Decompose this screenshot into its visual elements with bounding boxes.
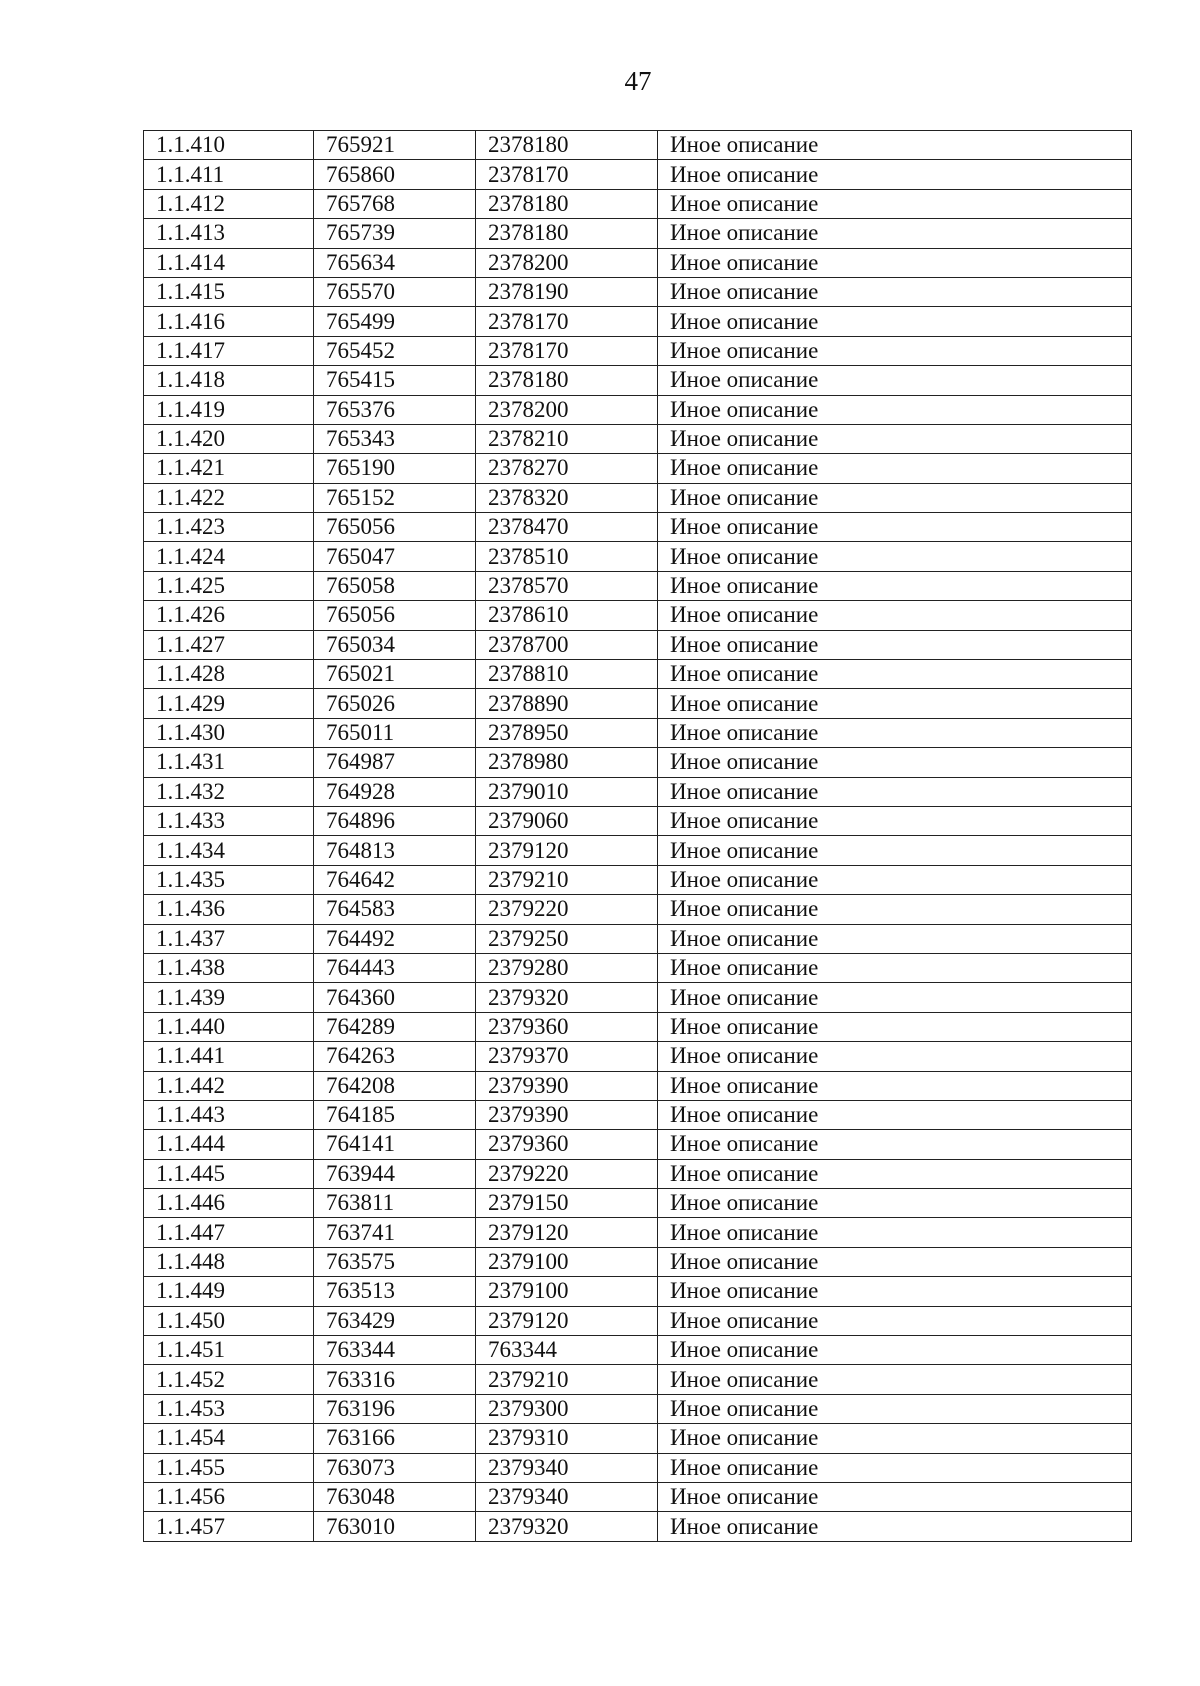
description-cell: Иное описание	[658, 131, 1132, 160]
point-number-cell: 1.1.447	[144, 1218, 314, 1247]
description-cell: Иное описание	[658, 1159, 1132, 1188]
point-number-cell: 1.1.429	[144, 689, 314, 718]
table-row	[144, 542, 1132, 571]
x-coordinate-cell: 764642	[314, 865, 476, 894]
point-number-cell: 1.1.442	[144, 1071, 314, 1100]
x-coordinate-cell: 765056	[314, 601, 476, 630]
table-row	[144, 395, 1132, 424]
description-cell: Иное описание	[658, 336, 1132, 365]
point-number-cell: 1.1.448	[144, 1247, 314, 1276]
point-number-cell: 1.1.428	[144, 660, 314, 689]
y-coordinate-cell: 2378610	[476, 601, 658, 630]
x-coordinate-cell: 765499	[314, 307, 476, 336]
description-cell: Иное описание	[658, 601, 1132, 630]
point-number-cell: 1.1.440	[144, 1012, 314, 1041]
point-number-cell: 1.1.418	[144, 366, 314, 395]
x-coordinate-cell: 763316	[314, 1365, 476, 1394]
point-number-cell: 1.1.423	[144, 513, 314, 542]
table-row	[144, 1365, 1132, 1394]
point-number-cell: 1.1.434	[144, 836, 314, 865]
description-cell: Иное описание	[658, 1042, 1132, 1071]
table-row	[144, 924, 1132, 953]
y-coordinate-cell: 2379100	[476, 1247, 658, 1276]
point-number-cell: 1.1.439	[144, 983, 314, 1012]
y-coordinate-cell: 2379150	[476, 1189, 658, 1218]
x-coordinate-cell: 763944	[314, 1159, 476, 1188]
y-coordinate-cell: 2378320	[476, 483, 658, 512]
table-row	[144, 1071, 1132, 1100]
x-coordinate-cell: 764185	[314, 1100, 476, 1129]
table-row	[144, 424, 1132, 453]
y-coordinate-cell: 2379360	[476, 1130, 658, 1159]
x-coordinate-cell: 765152	[314, 483, 476, 512]
y-coordinate-cell: 2379310	[476, 1424, 658, 1453]
table-row	[144, 1042, 1132, 1071]
y-coordinate-cell: 2379100	[476, 1277, 658, 1306]
point-number-cell: 1.1.454	[144, 1424, 314, 1453]
x-coordinate-cell: 763513	[314, 1277, 476, 1306]
description-cell: Иное описание	[658, 1365, 1132, 1394]
description-cell: Иное описание	[658, 1453, 1132, 1482]
table-row	[144, 1277, 1132, 1306]
table-row	[144, 189, 1132, 218]
point-number-cell: 1.1.412	[144, 189, 314, 218]
table-row	[144, 131, 1132, 160]
point-number-cell: 1.1.411	[144, 160, 314, 189]
description-cell: Иное описание	[658, 1100, 1132, 1129]
point-number-cell: 1.1.457	[144, 1512, 314, 1541]
y-coordinate-cell: 2379300	[476, 1394, 658, 1423]
x-coordinate-cell: 765570	[314, 277, 476, 306]
x-coordinate-cell: 763344	[314, 1336, 476, 1365]
point-number-cell: 1.1.414	[144, 248, 314, 277]
table-row	[144, 689, 1132, 718]
x-coordinate-cell: 763196	[314, 1394, 476, 1423]
description-cell: Иное описание	[658, 1512, 1132, 1541]
description-cell: Иное описание	[658, 748, 1132, 777]
point-number-cell: 1.1.449	[144, 1277, 314, 1306]
point-number-cell: 1.1.431	[144, 748, 314, 777]
description-cell: Иное описание	[658, 1277, 1132, 1306]
x-coordinate-cell: 765634	[314, 248, 476, 277]
y-coordinate-cell: 2379320	[476, 983, 658, 1012]
point-number-cell: 1.1.453	[144, 1394, 314, 1423]
x-coordinate-cell: 765034	[314, 630, 476, 659]
description-cell: Иное описание	[658, 1424, 1132, 1453]
table-row	[144, 454, 1132, 483]
y-coordinate-cell: 2379280	[476, 953, 658, 982]
x-coordinate-cell: 765768	[314, 189, 476, 218]
x-coordinate-cell: 765739	[314, 219, 476, 248]
point-number-cell: 1.1.425	[144, 571, 314, 600]
description-cell: Иное описание	[658, 366, 1132, 395]
point-number-cell: 1.1.450	[144, 1306, 314, 1335]
point-number-cell: 1.1.444	[144, 1130, 314, 1159]
point-number-cell: 1.1.427	[144, 630, 314, 659]
x-coordinate-cell: 765047	[314, 542, 476, 571]
point-number-cell: 1.1.436	[144, 895, 314, 924]
y-coordinate-cell: 2378170	[476, 336, 658, 365]
x-coordinate-cell: 765058	[314, 571, 476, 600]
point-number-cell: 1.1.445	[144, 1159, 314, 1188]
point-number-cell: 1.1.417	[144, 336, 314, 365]
table-body	[144, 131, 1132, 1542]
y-coordinate-cell: 2379010	[476, 777, 658, 806]
description-cell: Иное описание	[658, 953, 1132, 982]
y-coordinate-cell: 2378810	[476, 660, 658, 689]
x-coordinate-cell: 763575	[314, 1247, 476, 1276]
description-cell: Иное описание	[658, 630, 1132, 659]
x-coordinate-cell: 763073	[314, 1453, 476, 1482]
description-cell: Иное описание	[658, 1012, 1132, 1041]
x-coordinate-cell: 764263	[314, 1042, 476, 1071]
x-coordinate-cell: 765376	[314, 395, 476, 424]
description-cell: Иное описание	[658, 248, 1132, 277]
table-row	[144, 1189, 1132, 1218]
x-coordinate-cell: 764492	[314, 924, 476, 953]
y-coordinate-cell: 2378470	[476, 513, 658, 542]
table-row	[144, 483, 1132, 512]
x-coordinate-cell: 763010	[314, 1512, 476, 1541]
table-row	[144, 307, 1132, 336]
y-coordinate-cell: 2378170	[476, 307, 658, 336]
y-coordinate-cell: 2379120	[476, 1306, 658, 1335]
y-coordinate-cell: 2378190	[476, 277, 658, 306]
x-coordinate-cell: 765056	[314, 513, 476, 542]
description-cell: Иное описание	[658, 689, 1132, 718]
x-coordinate-cell: 765415	[314, 366, 476, 395]
point-number-cell: 1.1.441	[144, 1042, 314, 1071]
point-number-cell: 1.1.433	[144, 806, 314, 835]
point-number-cell: 1.1.410	[144, 131, 314, 160]
table-row	[144, 836, 1132, 865]
x-coordinate-cell: 765860	[314, 160, 476, 189]
point-number-cell: 1.1.456	[144, 1482, 314, 1511]
x-coordinate-cell: 764928	[314, 777, 476, 806]
x-coordinate-cell: 763166	[314, 1424, 476, 1453]
table-row	[144, 895, 1132, 924]
y-coordinate-cell: 2379120	[476, 836, 658, 865]
table-row	[144, 660, 1132, 689]
description-cell: Иное описание	[658, 983, 1132, 1012]
description-cell: Иное описание	[658, 895, 1132, 924]
table-row	[144, 1512, 1132, 1541]
x-coordinate-cell: 765190	[314, 454, 476, 483]
table-row	[144, 248, 1132, 277]
y-coordinate-cell: 2378200	[476, 248, 658, 277]
x-coordinate-cell: 764208	[314, 1071, 476, 1100]
point-number-cell: 1.1.421	[144, 454, 314, 483]
description-cell: Иное описание	[658, 277, 1132, 306]
table-row	[144, 160, 1132, 189]
description-cell: Иное описание	[658, 1071, 1132, 1100]
y-coordinate-cell: 2379360	[476, 1012, 658, 1041]
description-cell: Иное описание	[658, 1247, 1132, 1276]
description-cell: Иное описание	[658, 1306, 1132, 1335]
description-cell: Иное описание	[658, 836, 1132, 865]
point-number-cell: 1.1.430	[144, 718, 314, 747]
table-row	[144, 1159, 1132, 1188]
y-coordinate-cell: 2378210	[476, 424, 658, 453]
x-coordinate-cell: 764360	[314, 983, 476, 1012]
point-number-cell: 1.1.438	[144, 953, 314, 982]
point-number-cell: 1.1.437	[144, 924, 314, 953]
x-coordinate-cell: 764813	[314, 836, 476, 865]
x-coordinate-cell: 765021	[314, 660, 476, 689]
table-row	[144, 1247, 1132, 1276]
description-cell: Иное описание	[658, 1130, 1132, 1159]
point-number-cell: 1.1.432	[144, 777, 314, 806]
description-cell: Иное описание	[658, 777, 1132, 806]
table-row	[144, 718, 1132, 747]
table-row	[144, 601, 1132, 630]
y-coordinate-cell: 2379390	[476, 1071, 658, 1100]
point-number-cell: 1.1.435	[144, 865, 314, 894]
description-cell: Иное описание	[658, 219, 1132, 248]
y-coordinate-cell: 2379220	[476, 1159, 658, 1188]
description-cell: Иное описание	[658, 513, 1132, 542]
description-cell: Иное описание	[658, 542, 1132, 571]
x-coordinate-cell: 763048	[314, 1482, 476, 1511]
table-row	[144, 277, 1132, 306]
description-cell: Иное описание	[658, 806, 1132, 835]
y-coordinate-cell: 2378700	[476, 630, 658, 659]
description-cell: Иное описание	[658, 865, 1132, 894]
table-row	[144, 1100, 1132, 1129]
y-coordinate-cell: 2378180	[476, 189, 658, 218]
description-cell: Иное описание	[658, 1394, 1132, 1423]
y-coordinate-cell: 2379120	[476, 1218, 658, 1247]
point-number-cell: 1.1.424	[144, 542, 314, 571]
y-coordinate-cell: 2378890	[476, 689, 658, 718]
table-row	[144, 366, 1132, 395]
y-coordinate-cell: 2379060	[476, 806, 658, 835]
x-coordinate-cell: 765011	[314, 718, 476, 747]
table-row	[144, 777, 1132, 806]
y-coordinate-cell: 2379210	[476, 1365, 658, 1394]
description-cell: Иное описание	[658, 571, 1132, 600]
y-coordinate-cell: 2379390	[476, 1100, 658, 1129]
table-row	[144, 1453, 1132, 1482]
point-number-cell: 1.1.422	[144, 483, 314, 512]
table-row	[144, 1336, 1132, 1365]
table-row	[144, 219, 1132, 248]
table-row	[144, 1482, 1132, 1511]
point-number-cell: 1.1.420	[144, 424, 314, 453]
page-number: 47	[624, 66, 652, 96]
point-number-cell: 1.1.426	[144, 601, 314, 630]
x-coordinate-cell: 764443	[314, 953, 476, 982]
point-number-cell: 1.1.455	[144, 1453, 314, 1482]
y-coordinate-cell: 2379210	[476, 865, 658, 894]
x-coordinate-cell: 764289	[314, 1012, 476, 1041]
y-coordinate-cell: 2378180	[476, 219, 658, 248]
y-coordinate-cell: 2378270	[476, 454, 658, 483]
point-number-cell: 1.1.446	[144, 1189, 314, 1218]
x-coordinate-cell: 765343	[314, 424, 476, 453]
y-coordinate-cell: 2378510	[476, 542, 658, 571]
point-number-cell: 1.1.451	[144, 1336, 314, 1365]
description-cell: Иное описание	[658, 1189, 1132, 1218]
table-row	[144, 513, 1132, 542]
table-row	[144, 748, 1132, 777]
table-row	[144, 1012, 1132, 1041]
x-coordinate-cell: 764583	[314, 895, 476, 924]
table-row	[144, 1218, 1132, 1247]
y-coordinate-cell: 2379250	[476, 924, 658, 953]
y-coordinate-cell: 2379320	[476, 1512, 658, 1541]
description-cell: Иное описание	[658, 660, 1132, 689]
y-coordinate-cell: 763344	[476, 1336, 658, 1365]
table-row	[144, 1424, 1132, 1453]
point-number-cell: 1.1.415	[144, 277, 314, 306]
y-coordinate-cell: 2379340	[476, 1453, 658, 1482]
y-coordinate-cell: 2378200	[476, 395, 658, 424]
description-cell: Иное описание	[658, 483, 1132, 512]
y-coordinate-cell: 2379220	[476, 895, 658, 924]
description-cell: Иное описание	[658, 454, 1132, 483]
table-row	[144, 806, 1132, 835]
y-coordinate-cell: 2379340	[476, 1482, 658, 1511]
description-cell: Иное описание	[658, 189, 1132, 218]
y-coordinate-cell: 2378570	[476, 571, 658, 600]
table-row	[144, 571, 1132, 600]
point-number-cell: 1.1.419	[144, 395, 314, 424]
y-coordinate-cell: 2378180	[476, 366, 658, 395]
description-cell: Иное описание	[658, 424, 1132, 453]
y-coordinate-cell: 2379370	[476, 1042, 658, 1071]
point-number-cell: 1.1.443	[144, 1100, 314, 1129]
y-coordinate-cell: 2378180	[476, 131, 658, 160]
description-cell: Иное описание	[658, 395, 1132, 424]
x-coordinate-cell: 765452	[314, 336, 476, 365]
y-coordinate-cell: 2378170	[476, 160, 658, 189]
table-row	[144, 983, 1132, 1012]
description-cell: Иное описание	[658, 924, 1132, 953]
point-number-cell: 1.1.452	[144, 1365, 314, 1394]
table-row	[144, 1394, 1132, 1423]
x-coordinate-cell: 764896	[314, 806, 476, 835]
coordinates-table	[143, 130, 1132, 1542]
x-coordinate-cell: 763811	[314, 1189, 476, 1218]
x-coordinate-cell: 764141	[314, 1130, 476, 1159]
y-coordinate-cell: 2378950	[476, 718, 658, 747]
y-coordinate-cell: 2378980	[476, 748, 658, 777]
table-row	[144, 953, 1132, 982]
table-row	[144, 865, 1132, 894]
description-cell: Иное описание	[658, 160, 1132, 189]
point-number-cell: 1.1.416	[144, 307, 314, 336]
description-cell: Иное описание	[658, 1218, 1132, 1247]
description-cell: Иное описание	[658, 718, 1132, 747]
table-row	[144, 630, 1132, 659]
description-cell: Иное описание	[658, 1482, 1132, 1511]
x-coordinate-cell: 765026	[314, 689, 476, 718]
x-coordinate-cell: 763741	[314, 1218, 476, 1247]
table-row	[144, 336, 1132, 365]
x-coordinate-cell: 763429	[314, 1306, 476, 1335]
description-cell: Иное описание	[658, 307, 1132, 336]
table-row	[144, 1130, 1132, 1159]
x-coordinate-cell: 764987	[314, 748, 476, 777]
x-coordinate-cell: 765921	[314, 131, 476, 160]
table-row	[144, 1306, 1132, 1335]
point-number-cell: 1.1.413	[144, 219, 314, 248]
description-cell: Иное описание	[658, 1336, 1132, 1365]
